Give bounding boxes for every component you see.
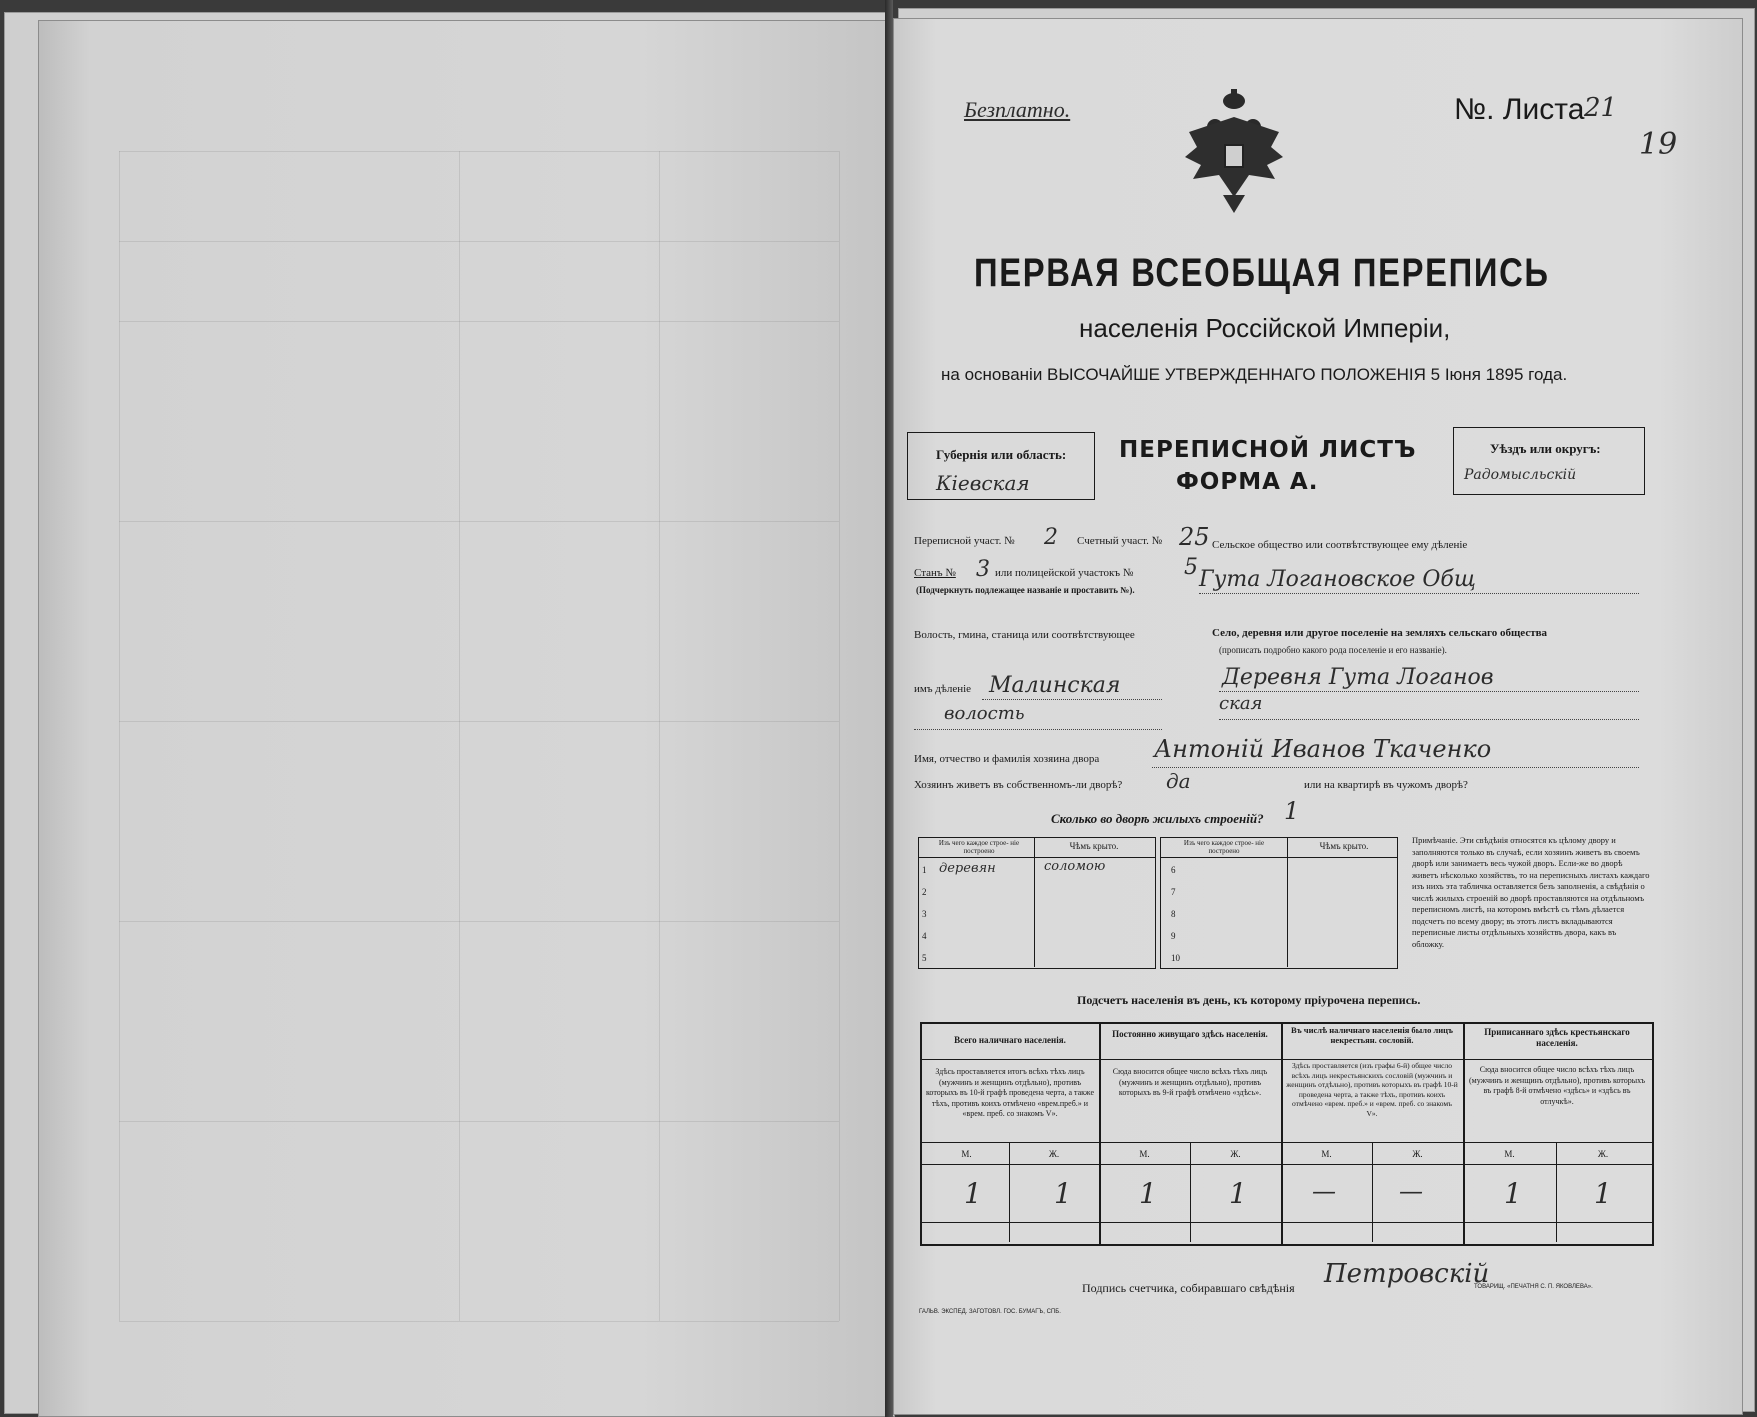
gubernia-label: Губернія или область: [936, 447, 1067, 462]
printer-imprint-left: ГАЛЬВ. ЭКСПЕД. ЗАГОТОВЛ. ГОС. БУМАГЪ, СПБ. [919, 1309, 1061, 1315]
buildings-roof-header-right: Чѣмъ крыто. [1319, 841, 1369, 851]
count-col-2-head: Постоянно живущаго здѣсь населенія. [1112, 1029, 1268, 1039]
buildings-roof-header: Чѣмъ крыто. [1069, 841, 1119, 851]
volost-label-1: Волость, гмина, станица или соотвѣтствующее [914, 629, 1135, 641]
count-col-3-m-value: — [1312, 1177, 1336, 1205]
table-row: 3 [922, 909, 927, 919]
table-row: соломою [1044, 859, 1106, 874]
village-label: Село, деревня или другое поселеніе на земляхъ сельскаго общества [1212, 627, 1548, 639]
count-col-4-desc: Сюда вносится общее число всѣхъ тѣхъ лицъ (мужчинъ и женщинъ отдѣльно), противъ которыхъ въ графѣ 8-й отмѣчено «здѣсь» и «здѣсь въ отлучкѣ». [1469, 1065, 1645, 1106]
census-district-label: Переписной участ. № [914, 535, 1015, 547]
owner-value: Антоній Иванов Ткаченко [1154, 735, 1492, 763]
ct-h1 [920, 1059, 1652, 1060]
village-line-1 [1219, 691, 1639, 692]
count-col-4-zh-value: 1 [1594, 1177, 1612, 1210]
census-main-title: ПЕРВАЯ ВСЕОБЩАЯ ПЕРЕПИСЬ [974, 251, 1550, 295]
count-col-1-m-value: 1 [964, 1177, 982, 1210]
underline-note: (Подчеркнуть подлежащее названіе и проставить №). [916, 585, 1135, 595]
count-col-1-zh: Ж. [1048, 1149, 1060, 1159]
police-label: или полицейской участокъ № [995, 567, 1134, 579]
count-col-3-m: М. [1321, 1149, 1332, 1159]
ct-v1 [1099, 1022, 1101, 1244]
buildings-label: Сколько во дворѣ жилыхъ строеній? [1051, 811, 1264, 826]
ct-h3 [920, 1164, 1652, 1165]
table-row: 8 [1171, 909, 1176, 919]
gubernia-value: Кіевская [936, 471, 1030, 495]
free-label: Безплатно. [964, 97, 1071, 122]
count-col-1-zh-value: 1 [1054, 1177, 1072, 1210]
count-table [920, 1022, 1654, 1246]
count-col-3-zh: Ж. [1412, 1149, 1423, 1159]
census-form-page [893, 18, 1743, 1415]
volost-value-1: Малинская [989, 673, 1121, 698]
btr-head [1160, 857, 1398, 858]
volost-line-1 [982, 699, 1162, 700]
book-gutter [885, 0, 893, 1417]
own-yard-label: Хозяинъ живетъ въ собственномъ-ли дворѣ? [914, 779, 1123, 791]
stan-value: 3 [976, 557, 990, 582]
uezd-value: Радомысльскій [1464, 467, 1577, 483]
stan-label: Станъ № [914, 567, 956, 579]
census-basis: на основаніи ВЫСОЧАЙШЕ УТВЕРЖДЕННАГО ПОЛОЖЕНІЯ 5 Іюня 1895 года. [941, 365, 1568, 384]
owner-line [1152, 767, 1639, 768]
ct-v3 [1463, 1022, 1465, 1244]
volost-label-2: имъ дѣленіе [914, 683, 972, 695]
count-col-1-m: М. [961, 1149, 972, 1159]
btl-head [918, 857, 1156, 858]
count-col-2-m-value: 1 [1139, 1177, 1157, 1210]
census-subtitle: населенія Россійской Имперіи, [1079, 313, 1451, 343]
left-page [38, 20, 895, 1417]
village-value-1: Деревня Гута Логанов [1222, 665, 1494, 690]
table-row: 9 [1171, 931, 1176, 941]
table-row: деревян [939, 861, 996, 876]
sheet-number-value: 21 [1584, 93, 1618, 123]
volost-value-2: волость [944, 703, 1025, 724]
uezd-label: Уѣздъ или округъ: [1490, 441, 1601, 456]
society-label: Сельское общество или соотвѣтствующее ему дѣленіе [1212, 539, 1468, 551]
village-line-2 [1219, 719, 1639, 720]
count-col-4-zh: Ж. [1597, 1149, 1609, 1159]
count-col-3-zh-value: — [1399, 1177, 1423, 1205]
count-col-1-desc: Здѣсь проставляется итогъ всѣхъ тѣхъ лицъ (мужчинъ и женщинъ отдѣльно), противъ которыхъ въ 10-й графѣ проведена черта, а также тѣхъ, противъ коихъ отмѣчено «врем.преб.» и «врем. преб. со знакомъ V». [925, 1067, 1095, 1118]
table-row: 1 [922, 865, 927, 875]
buildings-note: Примѣчаніе. Эти свѣдѣнія относятся къ цѣлому двору и заполняются только въ случаѣ, если хозяинъ живетъ въ своемъ дворѣ или занимаетъ весь чужой дворъ. Если-же во дворѣ живетъ нѣсколько хозяйствъ, то на переписныхъ листахъ каждаго изъ нихъ эта табличка оставляется безъ заполненія, а свѣдѣнія о числѣ жилыхъ строеній во дворѣ проставляются на отдѣльномъ переписномъ листѣ, на которомъ вмѣстѣ съ тѣмъ дѣлается подсчетъ по всему двору; въ этотъ листъ вкладываются переписные листы отдѣльныхъ хозяйствъ двора, какъ въ обложку. [1412, 835, 1650, 949]
form-a-title: ФОРМА А. [1176, 469, 1319, 495]
society-line [1199, 593, 1639, 594]
sheet-number-label: №. Листа [1454, 93, 1585, 126]
count-col-4-head: Приписаннаго здѣсь крестьянскаго населенія. [1484, 1027, 1630, 1048]
count-col-2-m: М. [1139, 1149, 1150, 1159]
signature-label: Подпись счетчика, собиравшаго свѣдѣнія [1082, 1281, 1295, 1295]
page-mark: 19 [1639, 127, 1678, 162]
ct-h2 [920, 1142, 1652, 1143]
counting-district-label: Счетный участ. № [1077, 535, 1163, 547]
signature-value: Петровскій [1324, 1259, 1490, 1289]
counting-district-value: 25 [1179, 523, 1210, 551]
count-col-2-zh-value: 1 [1229, 1177, 1247, 1210]
coat-of-arms-emblem [1179, 87, 1289, 217]
rented-label: или на квартирѣ въ чужомъ дворѣ? [1304, 779, 1468, 791]
table-row: 6 [1171, 865, 1176, 875]
owner-label: Имя, отчество и фамилія хозяина двора [914, 753, 1100, 765]
census-district-value: 2 [1044, 525, 1058, 550]
society-value: Гута Логановское Общ [1199, 567, 1476, 592]
count-col-2-zh: Ж. [1230, 1149, 1241, 1159]
ct-h4 [920, 1222, 1652, 1223]
buildings-material-header-right: Изъ чего каждое строе- ніе построено [1183, 839, 1265, 855]
count-col-4-m: М. [1504, 1149, 1515, 1159]
count-col-1-head: Всего наличнаго населенія. [954, 1035, 1066, 1045]
count-col-3-desc: Здѣсь проставляется (изъ графы 6-й) общее число всѣхъ лицъ некрестьянскихъ сословій (мужчинъ и женщинъ отдѣльно), противъ которыхъ въ графѣ 10-й проведена черта, а также тѣхъ, противъ коихъ отмѣчено «врем. преб.» и «врем. преб. со знакомъ V». [1286, 1061, 1458, 1118]
printer-imprint-right: ТОВАРИЩ. «ПЕЧАТНЯ С. П. ЯКОВЛЕВА». [1474, 1284, 1593, 1290]
village-note: (прописать подробно какого рода поселеніе и его названіе). [1219, 645, 1447, 655]
count-col-3-head: Въ числѣ наличнаго населенія было лицъ некрестьян. сословій. [1291, 1025, 1453, 1045]
buildings-material-header: Изъ чего каждое строе- ніе построено [938, 839, 1020, 855]
table-row: 10 [1171, 953, 1180, 963]
count-section-title: Подсчетъ населенія въ день, къ которому пріурочена перепись. [1077, 993, 1421, 1007]
count-col-4-m-value: 1 [1504, 1177, 1522, 1210]
police-value: 5 [1184, 555, 1198, 580]
table-row: 7 [1171, 887, 1176, 897]
count-col-2-desc: Сюда вносится общее число всѣхъ тѣхъ лицъ (мужчинъ и женщинъ отдѣльно), противъ которыхъ въ 9-й графѣ отмѣчено «здѣсь». [1112, 1067, 1268, 1097]
village-value-2: ская [1219, 693, 1263, 714]
table-row: 5 [922, 953, 927, 963]
own-yard-value: да [1166, 769, 1191, 793]
buildings-value: 1 [1284, 797, 1300, 825]
uezd-box [1453, 427, 1645, 495]
table-row: 4 [922, 931, 927, 941]
ct-v2 [1281, 1022, 1283, 1244]
census-sheet-title: ПЕРЕПИСНОЙ ЛИСТЪ [1119, 437, 1417, 463]
table-row: 2 [922, 887, 927, 897]
volost-line-2 [914, 729, 1162, 730]
